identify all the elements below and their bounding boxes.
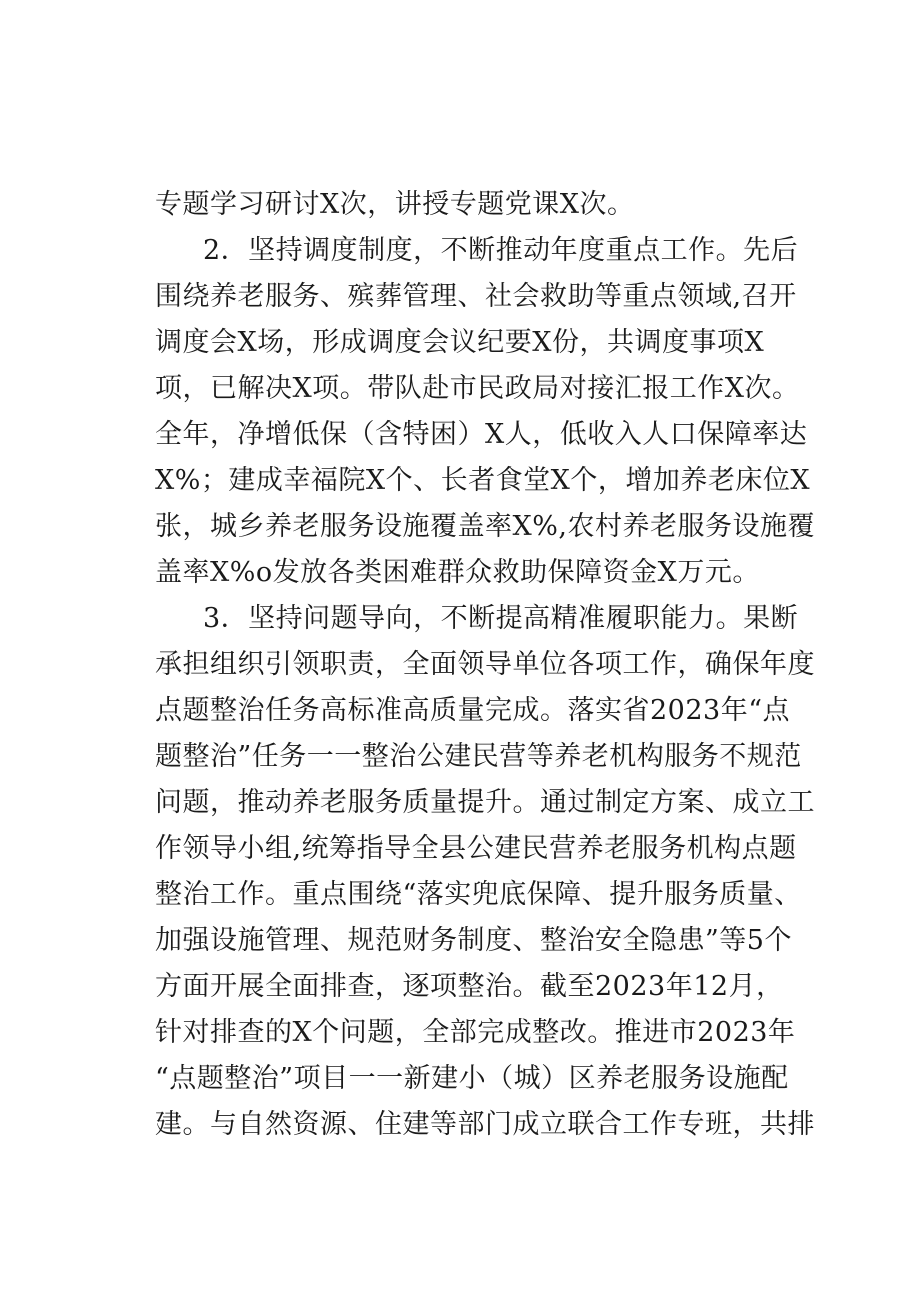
text-line: 点题整治任务高标准高质量完成。落实省2023年“点 [155,695,791,726]
paragraph-2-heading-line: 2．坚持调度制度，不断推动年度重点工作。先后 [203,235,799,266]
text-line: 题整治”任务一一整治公建民营等养老机构服务不规范 [155,741,802,772]
text-line: 调度会X场，形成调度会议纪要X份，共调度事项X [155,327,765,358]
text-line: “点题整治”项目一一新建小（城）区养老服务设施配 [155,1063,789,1094]
text-line: 承担组织引领职责，全面领导单位各项工作，确保年度 [155,649,815,680]
paragraph-3-heading-line: 3．坚持问题导向，不断提高精准履职能力。果断 [203,603,799,634]
text-line: 专题学习研讨X次，讲授专题党课X次。 [155,189,635,220]
text-line: 全年，净增低保（含特困）X人，低收入人口保障率达 [155,419,808,450]
text-line: 围绕养老服务、殡葬管理、社会救助等重点领域,召开 [155,281,797,312]
text-line: 整治工作。重点围绕“落实兜底保障、提升服务质量、 [155,879,802,910]
text-line: 盖率X%o发放各类困难群众救助保障资金X万元。 [155,557,760,588]
text-line: 方面开展全面排查，逐项整治。截至2023年12月， [155,971,784,1002]
text-line: 问题，推动养老服务质量提升。通过制定方案、成立工 [155,787,815,818]
text-line: 针对排查的X个问题，全部完成整改。推进市2023年 [155,1017,796,1048]
text-line: 作领导小组,统筹指导全县公建民营养老服务机构点题 [155,833,797,864]
text-line: X%；建成幸福院X个、长者食堂X个，增加养老床位X [155,465,811,496]
text-line: 加强设施管理、规范财务制度、整治安全隐患”等5个 [155,925,792,956]
text-line: 建。与自然资源、住建等部门成立联合工作专班，共排 [155,1109,815,1140]
text-line: 张，城乡养老服务设施覆盖率X%,农村养老服务设施覆 [155,511,815,542]
text-line: 项，已解决X项。带队赴市民政局对接汇报工作X次。 [155,373,800,404]
